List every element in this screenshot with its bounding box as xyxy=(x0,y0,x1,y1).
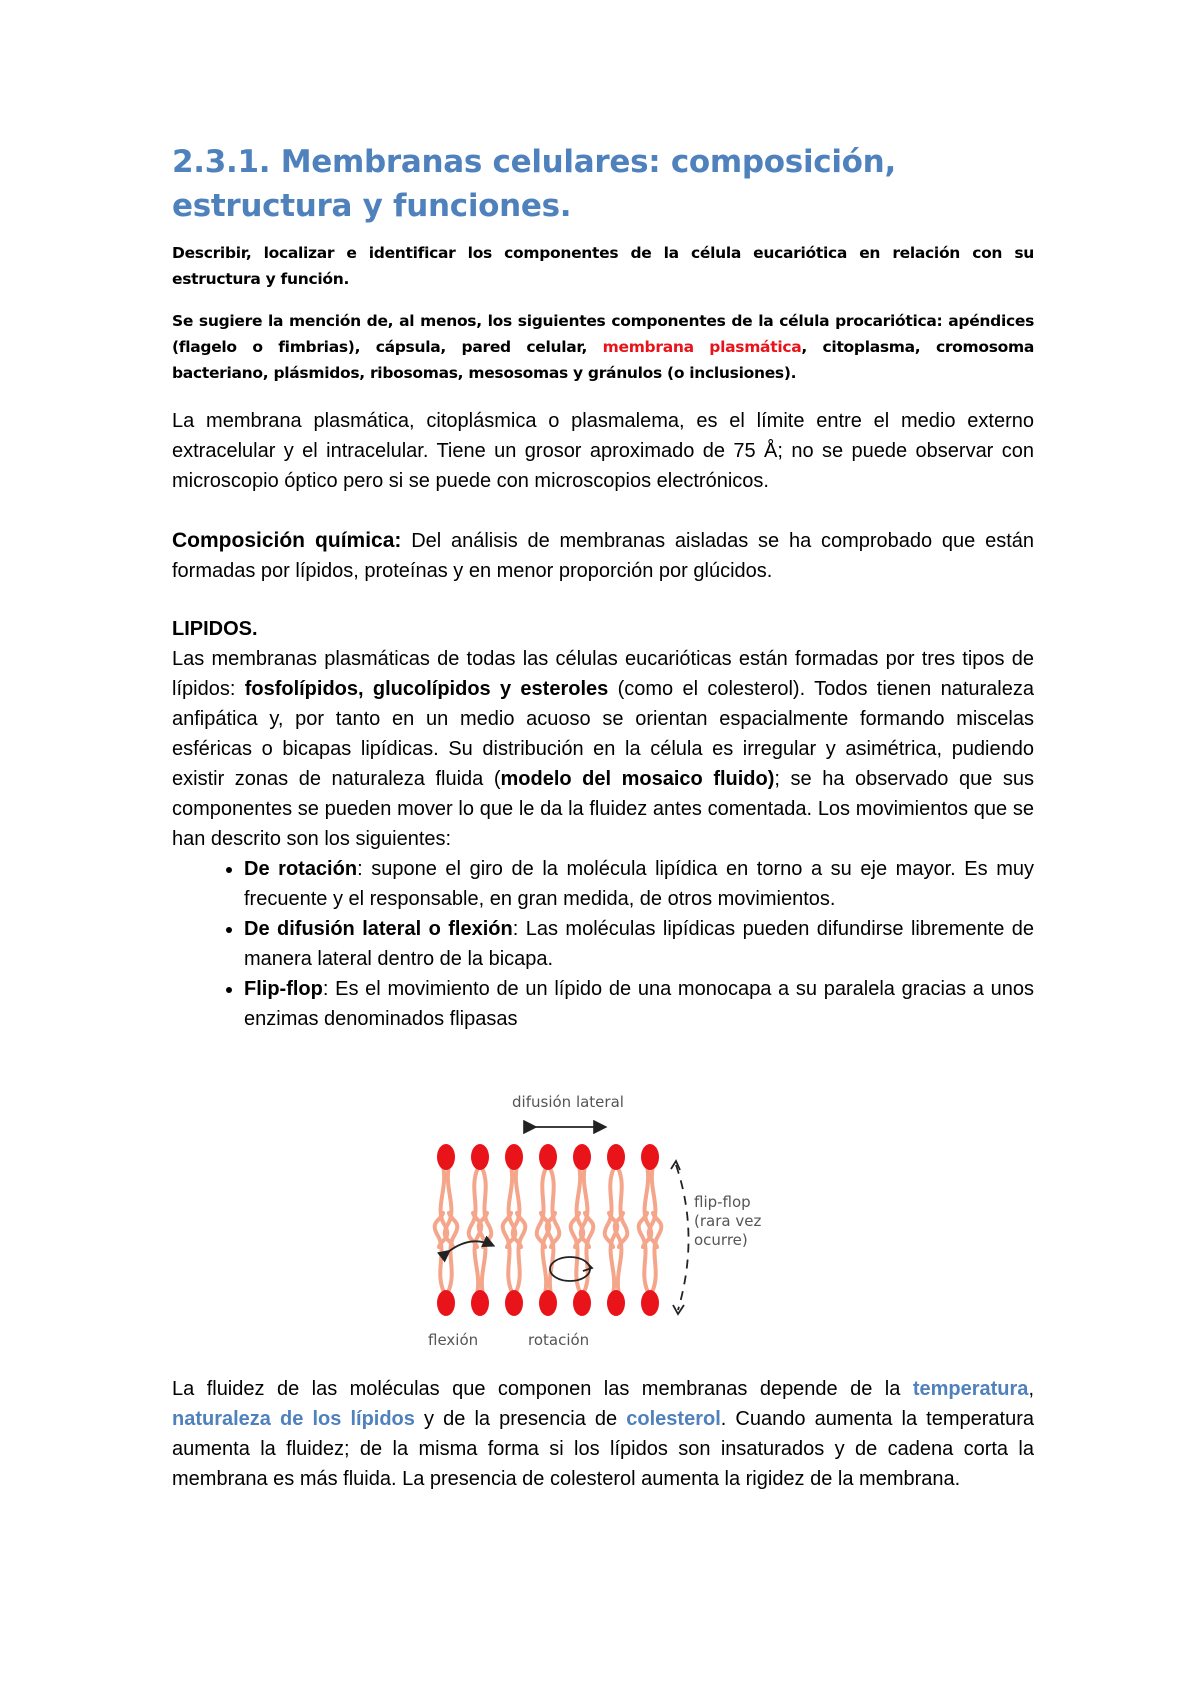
fluidity-text-4: . Cuando aumenta la temperatura aumenta la fluidez; de la misma forma si los lípidos son insaturados y de cadena corta la membrana es más fluida. La presencia de colesterol aumenta la rigidez de la membrana. xyxy=(172,1408,1035,1490)
list-item xyxy=(244,854,1034,914)
lipid-head xyxy=(505,1144,523,1170)
lipids-text-1: Las membranas plasmáticas de todas las células eucarióticas están formadas por tres tipos de lípidos: xyxy=(172,648,1034,700)
lipids-text-2: (como el colesterol). Todos tienen naturaleza anfipática y, por tanto en un medio acuoso se orientan espacialmente formando miscelas esféricas o bicapas lipídicas. Su distribución en la célula es irregular y asimétrica, pudiendo existir zonas de naturaleza fluida ( xyxy=(172,678,1034,790)
keyword-temperature: temperatura xyxy=(912,1378,1029,1400)
lipid-head xyxy=(505,1290,523,1316)
label-flipflop-1: flip-flop xyxy=(694,1193,751,1211)
lipid-head xyxy=(437,1144,455,1170)
fluidity-text-1: La fluidez de las moléculas que componen las membranas depende de la xyxy=(172,1378,913,1400)
objective-text: Describir, localizar e identificar los componentes de la célula eucariótica en relación con su estructura y función. xyxy=(172,244,1034,288)
list-item xyxy=(244,974,1034,1034)
lipid-head xyxy=(471,1290,489,1316)
lipid-movement-figure xyxy=(428,1085,788,1355)
label-flipflop-2: (rara vez xyxy=(694,1212,762,1230)
label-flipflop-3: ocurre) xyxy=(694,1231,748,1249)
flipflop-arc xyxy=(676,1165,689,1310)
section-title: 2.3.1. Membranas celulares: composición, estructura y funciones. xyxy=(172,144,896,224)
lipids-bold-2: modelo del mosaico fluido) xyxy=(500,768,775,790)
movement-list xyxy=(172,854,1034,1034)
lipid-head xyxy=(607,1144,625,1170)
suggestion-after: , citoplasma, cromosoma bacteriano, plásmidos, ribosomas, mesosomas y gránulos (o inclusiones). xyxy=(172,338,1035,382)
movement-text: : Las moléculas lipídicas pueden difundirse libremente de manera lateral dentro de la bicapa. xyxy=(244,918,1035,970)
lipid-head xyxy=(539,1290,557,1316)
composition-paragraph xyxy=(172,526,1034,586)
lipids-heading: LIPIDOS. xyxy=(172,618,258,640)
composition-text: Del análisis de membranas aisladas se ha comprobado que están formadas por lípidos, proteínas y en menor proporción por glúcidos. xyxy=(172,530,1035,582)
lipid-head xyxy=(607,1290,625,1316)
movement-text: : supone el giro de la molécula lipídica en torno a su eje mayor. Es muy frecuente y el responsable, en gran medida, de otros movimientos. xyxy=(244,858,1034,910)
list-item xyxy=(244,914,1034,974)
lipid-head xyxy=(641,1144,659,1170)
label-rotation: rotación xyxy=(528,1331,590,1349)
lipid-head xyxy=(539,1144,557,1170)
bilayer-diagram xyxy=(428,1085,788,1355)
fluidity-paragraph xyxy=(172,1374,1034,1494)
lipids-text-3: ; se ha observado que sus componentes se pueden mover lo que le da la fluidez antes comentada. Los movimientos que se han descrito son los siguientes: xyxy=(172,768,1034,850)
lipids-bold-1: fosfolípidos, glucolípidos y esteroles xyxy=(244,678,609,700)
lipid-bilayer xyxy=(435,1144,662,1316)
movement-term: De rotación xyxy=(244,858,358,880)
document-page xyxy=(172,140,1034,1034)
suggestion-before: Se sugiere la mención de, al menos, los siguientes componentes de la célula procariótica: apéndices (flagelo o fimbrias), cápsula, pared celular, xyxy=(172,312,1034,356)
fluidity-text-2: , xyxy=(1028,1378,1034,1400)
suggestion-highlight: membrana plasmática xyxy=(602,338,802,356)
lipids-paragraph xyxy=(172,644,1034,854)
lipid-head xyxy=(641,1290,659,1316)
lipid-head xyxy=(437,1290,455,1316)
suggestion-text xyxy=(172,308,1034,386)
movement-term: De difusión lateral o flexión xyxy=(244,918,513,940)
keyword-cholesterol: colesterol xyxy=(626,1408,721,1430)
composition-heading: Composición química: xyxy=(172,529,402,552)
lipid-head xyxy=(573,1144,591,1170)
fluidity-section xyxy=(172,1374,1034,1494)
label-flexion: flexión xyxy=(428,1331,479,1349)
movement-text: : Es el movimiento de un lípido de una monocapa a su paralela gracias a unos enzimas denominados flipasas xyxy=(244,978,1034,1030)
label-lateral-diffusion: difusión lateral xyxy=(512,1093,624,1111)
fluidity-text-3: y de la presencia de xyxy=(414,1408,627,1430)
lipid-head xyxy=(471,1144,489,1170)
keyword-lipid-nature: naturaleza de los lípidos xyxy=(172,1408,415,1430)
intro-paragraph: La membrana plasmática, citoplásmica o plasmalema, es el límite entre el medio externo extracelular y el intracelular. Tiene un grosor aproximado de 75 Å; no se puede observar con microscopio óptico pero si se puede con microscopios electrónicos. xyxy=(172,410,1034,492)
lipid-head xyxy=(573,1290,591,1316)
movement-term: Flip-flop xyxy=(244,978,323,1000)
rotation-ellipse xyxy=(550,1257,590,1281)
